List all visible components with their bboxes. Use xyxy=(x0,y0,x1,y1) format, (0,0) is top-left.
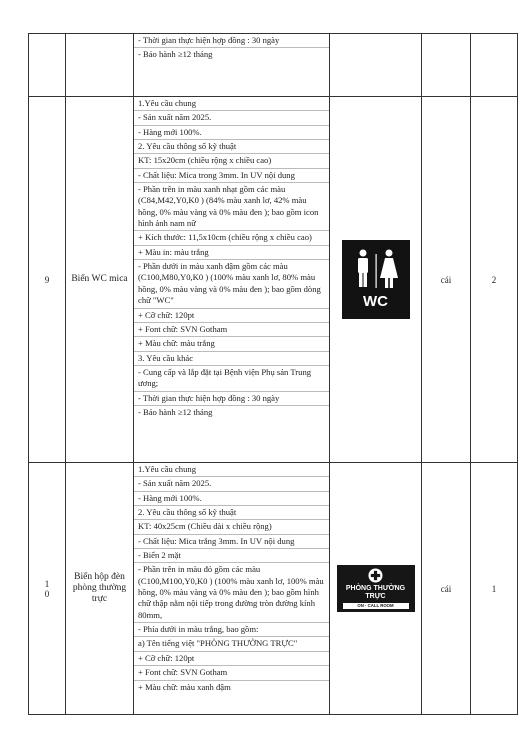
description-line: 1.Yêu cầu chung xyxy=(134,97,329,111)
description-line: 3. Yêu cầu khác xyxy=(134,352,329,366)
row-number xyxy=(29,34,66,97)
item-description xyxy=(134,97,330,463)
item-quantity: 1 xyxy=(471,463,518,715)
medical-cross-icon xyxy=(368,568,383,583)
description-line: + Kích thước: 11,5x10cm (chiều rộng x chiều cao) xyxy=(134,231,329,245)
description-line: - Thời gian thực hiện hợp đồng : 30 ngày xyxy=(134,392,329,406)
table-row xyxy=(29,97,518,463)
description-line: - Chất liệu: Mica trong 3mm. In UV nội dung xyxy=(134,169,329,183)
description-line: - Phần trên in màu xanh nhạt gồm các màu (C84,M42,Y0,K0 ) (84% màu xanh lơ, 42% màu hồng, 0% màu vàng và 0% màu đen ); bao gồm icon hình ảnh nam nữ xyxy=(134,183,329,231)
description-line: a) Tên tiếng việt "PHÒNG THƯỜNG TRỰC" xyxy=(134,637,329,651)
item-unit: cái xyxy=(422,97,471,463)
description-line: - Cung cấp và lắp đặt tại Bệnh viện Phụ sản Trung ương; xyxy=(134,366,329,392)
description-line: - Hàng mới 100%. xyxy=(134,492,329,506)
description-line: + Màu chữ: màu trắng xyxy=(134,337,329,351)
item-quantity: 2 xyxy=(471,97,518,463)
description-line: - Chất liệu: Mica trắng 3mm. In UV nội dung xyxy=(134,535,329,549)
item-image xyxy=(330,97,422,463)
description-line: + Cỡ chữ: 120pt xyxy=(134,652,329,666)
description-line: - Phía dưới in màu trắng, bao gồm: xyxy=(134,623,329,637)
description-line: - Bảo hành ≥12 tháng xyxy=(138,406,213,417)
table-row xyxy=(29,463,518,715)
description-line: 1.Yêu cầu chung xyxy=(134,463,329,477)
item-image xyxy=(330,463,422,715)
item-unit xyxy=(422,34,471,97)
description-line: - Sản xuất năm 2025. xyxy=(134,111,329,125)
description-line: + Font chữ: SVN Gotham xyxy=(134,323,329,337)
description-line: 2. Yêu cầu thông số kỹ thuật xyxy=(134,140,329,154)
wc-sign-text: WC xyxy=(363,293,388,310)
duty-room-sign-image xyxy=(337,565,415,612)
description-line: - Phần trên in màu đỏ gồm các màu (C100,M100,Y0,K0 ) (100% màu xanh lơ, 100% màu hồng, 0% màu vàng và 0% màu đen ); bao gồm hình chữ thập nằm nội tiếp trong đường tròn đường kính 80mm, xyxy=(134,563,329,623)
specification-table xyxy=(28,33,518,715)
description-line: + Cỡ chữ: 120pt xyxy=(134,309,329,323)
item-unit: cái xyxy=(422,463,471,715)
description-line: - Hàng mới 100%. xyxy=(134,126,329,140)
duty-sign-title: PHÒNG THƯỜNG TRỰC xyxy=(345,585,406,600)
item-name xyxy=(66,34,134,97)
item-image xyxy=(330,34,422,97)
description-line: - Bảo hành ≥12 tháng xyxy=(138,49,213,60)
description-line: KT: 15x20cm (chiều rộng x chiều cao) xyxy=(134,154,329,168)
description-line: - Sản xuất năm 2025. xyxy=(134,477,329,491)
row-number: 9 xyxy=(29,97,66,463)
description-line: + Màu chữ: màu xanh đậm xyxy=(138,681,231,692)
description-line: - Phần dưới in màu xanh đậm gồm các màu (C100,M80,Y0,K0 ) (100% màu xanh lơ, 80% màu hồng, 0% màu vàng và 0% màu đen ); bao gồm dòng chữ "WC" xyxy=(134,260,329,308)
description-line: KT: 40x25cm (Chiều dài x chiều rộng) xyxy=(134,520,329,534)
description-line: 2. Yêu cầu thông số kỹ thuật xyxy=(134,506,329,520)
table-row xyxy=(29,34,518,97)
wc-sign-image xyxy=(342,240,410,319)
item-quantity xyxy=(471,34,518,97)
item-description xyxy=(134,34,330,97)
description-line: - Thời gian thực hiện hợp đồng : 30 ngày xyxy=(134,34,329,48)
item-description xyxy=(134,463,330,715)
item-name: Biển WC mica xyxy=(66,97,134,463)
description-line: + Màu in: màu trắng xyxy=(134,246,329,260)
description-line: - Biển 2 mặt xyxy=(134,549,329,563)
item-name: Biển hộp đèn phòng thường trực xyxy=(66,463,134,715)
description-line: + Font chữ: SVN Gotham xyxy=(134,666,329,680)
row-number: 1 0 xyxy=(29,463,66,715)
restroom-icon xyxy=(342,248,410,296)
duty-sign-subtitle: ON - CALL ROOM xyxy=(343,603,409,609)
